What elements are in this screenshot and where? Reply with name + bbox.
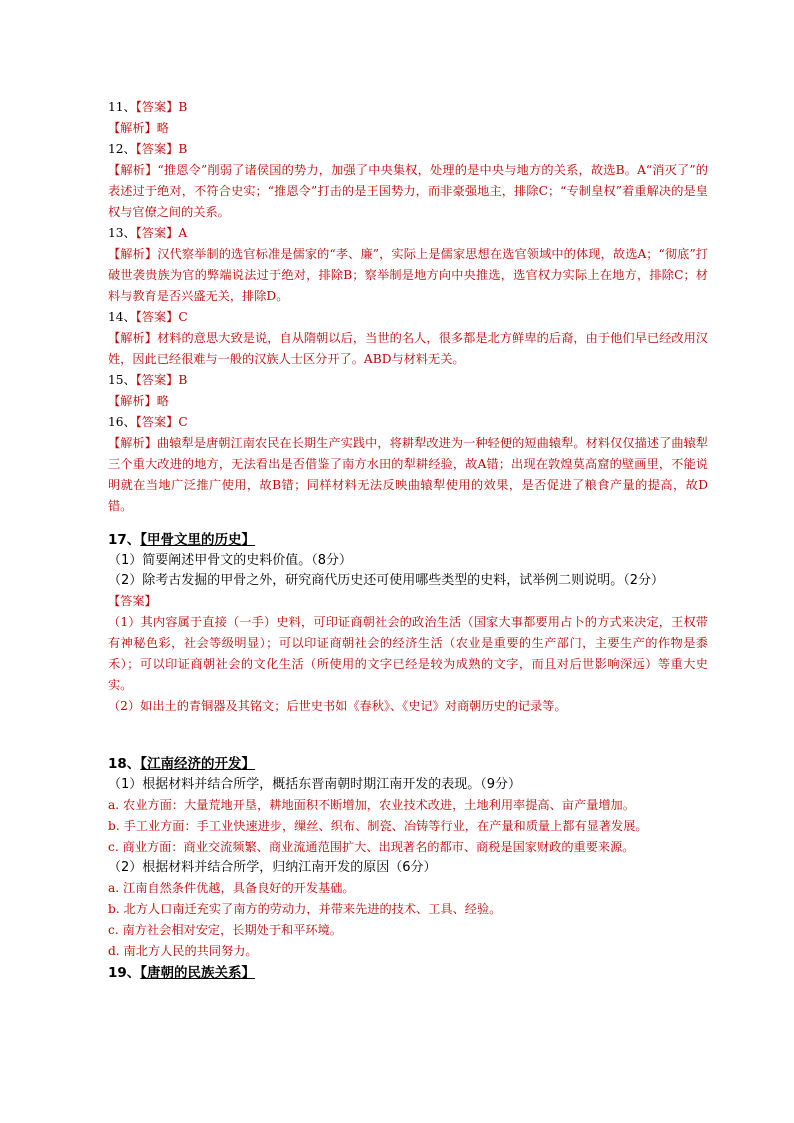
item-12-answer: 12、【答案】B bbox=[108, 142, 188, 156]
question-17-answer-label: 【答案】 bbox=[108, 594, 157, 608]
question-18-point-a1: a. 农业方面：大量荒地开垦，耕地面积不断增加，农业技术改进，土地利用率提高、亩产量增加。 bbox=[108, 798, 635, 812]
question-18-sub1: （1）根据材料并结合所学，概括东晋南朝时期江南开发的表现。（9分） bbox=[108, 777, 522, 792]
item-12-analysis: 【解析】“推恩令”削弱了诸侯国的势力，加强了中央集权，处理的是中央与地方的关系，故选B。A“消灭了”的表述过于绝对，不符合史实；“推恩令”打击的是王国势力，而非豪强地主，排除C；“专制皇权”着重解决的是皇权与官僚之间的关系。 bbox=[108, 163, 708, 219]
question-18-point-c2: c. 南方社会相对安定，长期处于和平环境。 bbox=[108, 923, 342, 937]
item-16-analysis: 【解析】曲辕犁是唐朝江南农民在长期生产实践中，将耕犁改进为一种轻便的短曲辕犁。材料仅仅描述了曲辕犁三个重大改进的地方，无法看出是否借鉴了南方水田的犁耕经验，故A错；出现在敦煌莫高窟的壁画里，不能说明就在当地广泛推广使用，故B错；同样材料无法反映曲辕犁使用的效果，是否促进了粮食产量的提高，故D错。 bbox=[108, 436, 708, 513]
item-13-analysis: 【解析】汉代察举制的选官标准是儒家的“孝、廉”，实际上是儒家思想在选官领域中的体现，故选A；“彻底”打破世袭贵族为官的弊端说法过于绝对，排除B；察举制是地方向中央推选，选官权力实际上在地方，排除C；材料与教育是否兴盛无关，排除D。 bbox=[108, 247, 708, 303]
question-18-point-a2: a. 江南自然条件优越，具备良好的开发基础。 bbox=[108, 881, 355, 895]
item-16-answer: 16、【答案】C bbox=[108, 415, 188, 429]
question-17-sub2: （2）除考古发掘的甲骨之外，研究商代历史还可使用哪些类型的史料，试举例二则说明。（2分） bbox=[108, 573, 665, 588]
question-18-sub2: （2）根据材料并结合所学，归纳江南开发的原因（6分） bbox=[108, 860, 437, 875]
item-15-analysis: 【解析】略 bbox=[108, 394, 169, 408]
item-15-answer: 15、【答案】B bbox=[108, 373, 188, 387]
question-17-answer-1: （1）其内容属于直接（一手）史料，可印证商朝社会的政治生活（国家大事都要用占卜的方式来决定，王权带有神秘色彩，社会等级明显）；可以印证商朝社会的经济生活（农业是重要的生产部门，主要生产的作物是黍禾）；可以印证商朝社会的文化生活（所使用的文字已经是较为成熟的文字，而且对后世影响深远）等重大史实。 bbox=[108, 615, 708, 692]
item-11-answer: 11、【答案】B bbox=[108, 100, 188, 114]
question-19-title: 19、【唐朝的民族关系】 bbox=[108, 965, 256, 981]
question-17-sub1: （1）简要阐述甲骨文的史料价值。（8分） bbox=[108, 553, 353, 568]
question-17-answer-2: （2）如出土的青铜器及其铭文；后世史书如《春秋》、《史记》对商朝历史的记录等。 bbox=[108, 699, 567, 713]
item-11-analysis: 【解析】略 bbox=[108, 121, 169, 135]
question-17-title: 17、【甲骨文里的历史】 bbox=[108, 532, 256, 548]
item-14-analysis: 【解析】材料的意思大致是说，自从隋朝以后，当世的名人，很多都是北方鲜卑的后裔，由于他们早已经改用汉姓，因此已经很难与一般的汉族人士区分开了。ABD与材料无关。 bbox=[108, 331, 708, 366]
item-13-answer: 13、【答案】A bbox=[108, 226, 188, 240]
question-18-point-d2: d. 南北方人民的共同努力。 bbox=[108, 944, 258, 958]
item-14-answer: 14、【答案】C bbox=[108, 310, 188, 324]
answer-sheet bbox=[108, 97, 708, 984]
question-18-point-c1: c. 商业方面：商业交流频繁、商业流通范围扩大、出现著名的都市、商税是国家财政的重要来源。 bbox=[108, 840, 635, 854]
question-18-point-b2: b. 北方人口南迁充实了南方的劳动力，并带来先进的技术、工具、经验。 bbox=[108, 902, 502, 916]
question-18-point-b1: b. 手工业方面：手工业快速进步，缫丝、织布、制瓷、冶铸等行业，在产量和质量上都有显著发展。 bbox=[108, 819, 648, 833]
question-18-title: 18、【江南经济的开发】 bbox=[108, 756, 256, 772]
